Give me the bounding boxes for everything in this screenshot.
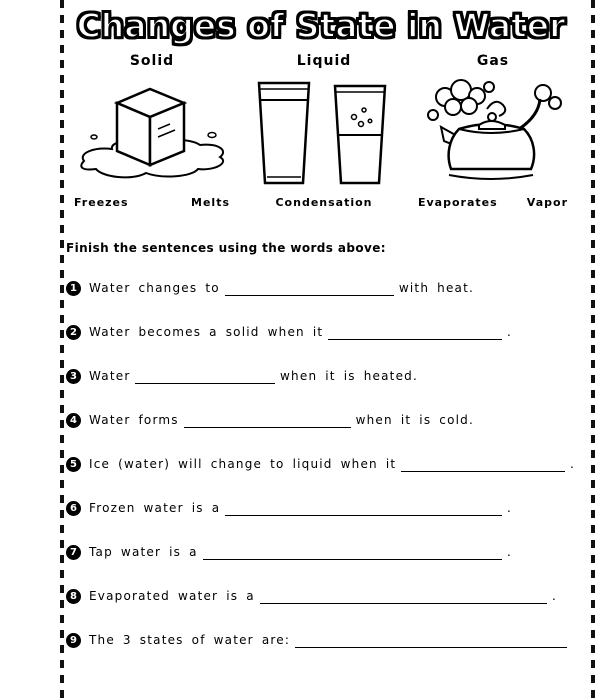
label-melts: Melts [191, 196, 230, 209]
question-number-badge: 5 [66, 457, 81, 472]
gas-column [410, 53, 576, 209]
question-text-after: . [506, 501, 512, 515]
answer-blank [225, 502, 502, 516]
question-text-after: when it is cold. [355, 413, 474, 427]
states-illustration-row [66, 53, 576, 209]
question-text-after: when it is heated. [280, 369, 418, 383]
right-cut-dashed-line [591, 0, 595, 700]
worksheet-content [66, 0, 576, 675]
question-row-2 [66, 323, 512, 340]
liquid-labels [238, 196, 410, 209]
liquid-header: Liquid [296, 53, 352, 69]
question-text-before: Water forms [89, 413, 179, 427]
question-number-badge: 2 [66, 325, 81, 340]
question-text-before: Water [89, 369, 131, 383]
answer-blank [328, 326, 502, 340]
solid-labels [66, 196, 238, 209]
label-vapor: Vapor [526, 196, 568, 209]
question-row-7 [66, 543, 512, 560]
two-glasses-of-water-icon [238, 75, 410, 190]
gas-labels [410, 196, 576, 209]
label-freezes: Freezes [74, 196, 129, 209]
question-row-6 [66, 499, 512, 516]
label-evaporates: Evaporates [418, 196, 498, 209]
question-text-before: Water changes to [89, 281, 220, 295]
answer-blank [225, 282, 394, 296]
question-text-before: Frozen water is a [89, 501, 221, 515]
question-text-before: Ice (water) will change to liquid when it [89, 457, 397, 471]
boiling-kettle-steam-icon [410, 75, 576, 190]
question-number-badge: 1 [66, 281, 81, 296]
answer-blank [295, 634, 567, 648]
question-row-4 [66, 411, 474, 428]
question-row-9 [66, 631, 572, 648]
label-condensation: Condensation [275, 196, 373, 209]
question-text-after: . [506, 325, 512, 339]
question-row-8 [66, 587, 557, 604]
solid-header: Solid [129, 53, 175, 69]
question-list [66, 279, 576, 648]
solid-column [66, 53, 238, 209]
question-text-before: Water becomes a solid when it [89, 325, 324, 339]
ice-cube-melting-icon [66, 75, 238, 190]
question-row-3 [66, 367, 418, 384]
answer-blank [260, 590, 547, 604]
question-text-before: Tap water is a [89, 545, 198, 559]
answer-blank [401, 458, 565, 472]
question-number-badge: 7 [66, 545, 81, 560]
liquid-column [238, 53, 410, 209]
question-number-badge: 4 [66, 413, 81, 428]
answer-blank [203, 546, 502, 560]
answer-blank [135, 370, 275, 384]
question-text-after: . [551, 589, 557, 603]
question-number-badge: 8 [66, 589, 81, 604]
page-title: Changes of State in Water [76, 6, 566, 45]
instruction-text: Finish the sentences using the words above: [66, 241, 386, 255]
question-row-5 [66, 455, 575, 472]
question-text-before: Evaporated water is a [89, 589, 255, 603]
question-text-after: . [506, 545, 512, 559]
question-text-after: with heat. [398, 281, 474, 295]
left-cut-dashed-line [60, 0, 64, 700]
question-number-badge: 3 [66, 369, 81, 384]
question-number-badge: 9 [66, 633, 81, 648]
gas-header: Gas [476, 53, 510, 69]
answer-blank [184, 414, 351, 428]
question-number-badge: 6 [66, 501, 81, 516]
question-text-after: . [569, 457, 575, 471]
question-text-before: The 3 states of water are: [89, 633, 291, 647]
question-row-1 [66, 279, 474, 296]
